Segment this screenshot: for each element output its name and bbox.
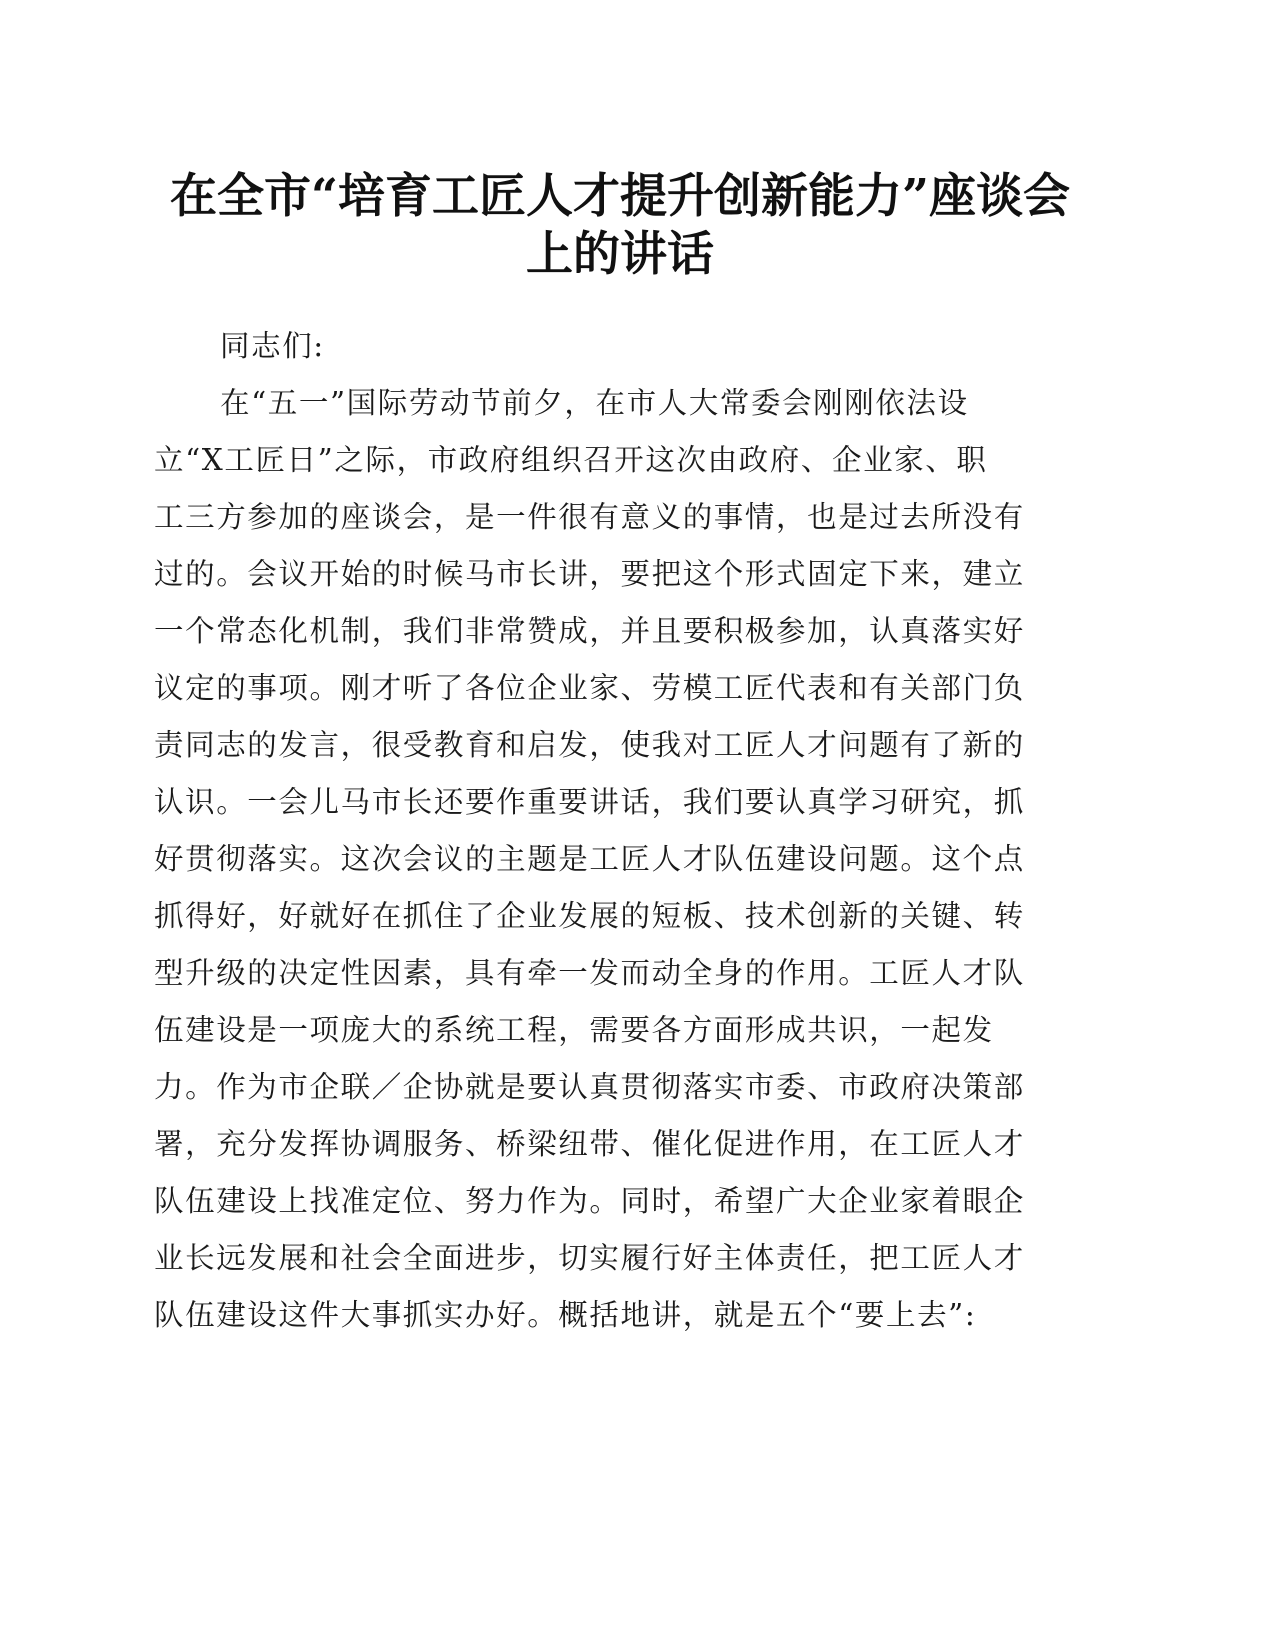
paragraph-line: 业长远发展和社会全面进步，切实履行好主体责任，把工匠人才 [154,1241,1025,1275]
paragraph-line: 责同志的发言，很受教育和启发，使我对工匠人才问题有了新的 [154,728,1025,762]
document-title [150,168,1090,284]
paragraph-line: 认识。一会儿马市长还要作重要讲话，我们要认真学习研究，抓 [154,785,1025,819]
paragraph-line: 好贯彻落实。这次会议的主题是工匠人才队伍建设问题。这个点 [154,842,1025,876]
paragraph-line: 署，充分发挥协调服务、桥梁纽带、催化促进作用，在工匠人才 [154,1127,1025,1161]
paragraph-line: 议定的事项。刚才听了各位企业家、劳模工匠代表和有关部门负 [154,671,1025,705]
opening-paragraph [154,375,1086,1344]
paragraph-line: 抓得好，好就好在抓住了企业发展的短板、技术创新的关键、转 [154,899,1025,933]
paragraph-line: 立“X工匠日”之际，市政府组织召开这次由政府、企业家、职 [154,443,988,477]
salutation: 同志们: [220,329,325,363]
paragraph-line: 在“五一”国际劳动节前夕，在市人大常委会刚刚依法设 [220,386,969,420]
paragraph-line: 一个常态化机制，我们非常赞成，并且要积极参加，认真落实好 [154,614,1025,648]
paragraph-line: 伍建设是一项庞大的系统工程，需要各方面形成共识，一起发 [154,1013,994,1047]
title-line-2: 上的讲话 [526,227,714,282]
paragraph-line: 过的。会议开始的时候马市长讲，要把这个形式固定下来，建立 [154,557,1025,591]
paragraph-line: 力。作为市企联／企协就是要认真贯彻落实市委、市政府决策部 [154,1070,1025,1104]
paragraph-line: 型升级的决定性因素，具有牵一发而动全身的作用。工匠人才队 [154,956,1025,990]
paragraph-line: 工三方参加的座谈会，是一件很有意义的事情，也是过去所没有 [154,500,1025,534]
title-line-1: 在全市“培育工匠人才提升创新能力”座谈会 [169,169,1071,224]
paragraph-line: 队伍建设这件大事抓实办好。概括地讲，就是五个“要上去”: [154,1298,977,1332]
paragraph-line: 队伍建设上找准定位、努力作为。同时，希望广大企业家着眼企 [154,1184,1025,1218]
speech-body [154,318,1086,1344]
